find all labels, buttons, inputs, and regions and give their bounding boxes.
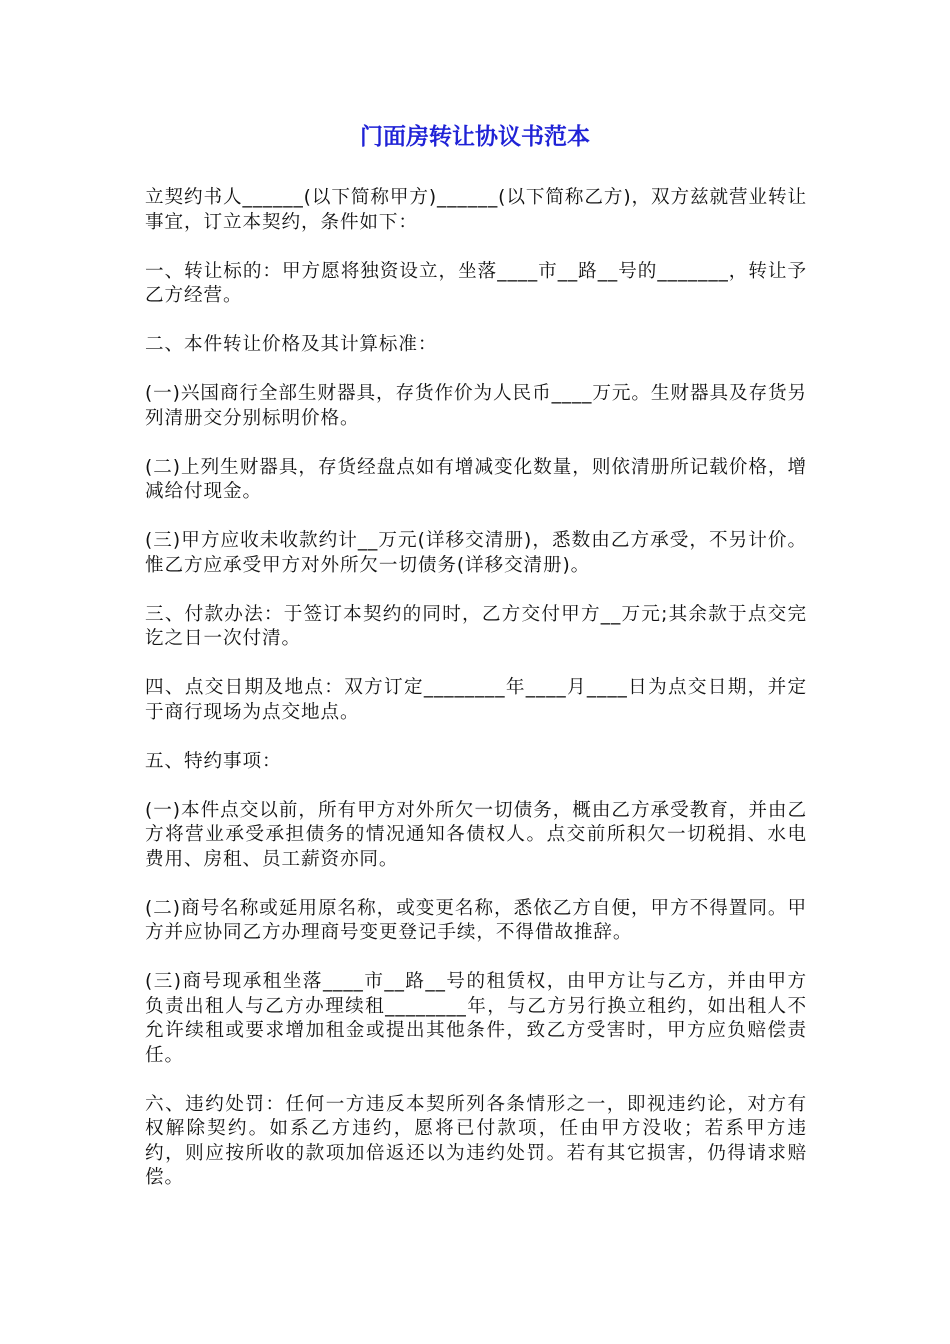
paragraph-article-5-item-1: (一)本件点交以前，所有甲方对外所欠一切债务，概由乙方承受教育，并由乙方将营业承受承担债务的情况通知各债权人。点交前所积欠一切税捐、水电费用、房租、员工薪资亦同。 [145,799,807,870]
paragraph-article-3: 三、付款办法：于签订本契约的同时，乙方交付甲方__万元;其余款于点交完讫之日一次付清。 [145,603,807,649]
paragraph-article-2-item-3: (三)甲方应收未收款约计__万元(详移交清册)，悉数由乙方承受，不另计价。惟乙方应承受甲方对外所欠一切债务(详移交清册)。 [145,530,807,576]
paragraph-article-5-heading: 五、特约事项： [145,750,282,772]
paragraph-article-1: 一、转让标的：甲方愿将独资设立，坐落____市__路__号的_______，转让予乙方经营。 [145,260,807,306]
paragraph-article-5-item-3: (三)商号现承租坐落____市__路__号的租赁权，由甲方让与乙方，并由甲方负责出租人与乙方办理续租________年，与乙方另行换立租约，如出租人不允许续租或要求增加租金或提出其他条件，致乙方受害时，甲方应负赔偿责任。 [145,971,807,1066]
paragraph-article-2-item-2: (二)上列生财器具，存货经盘点如有增减变化数量，则依清册所记载价格，增减给付现金。 [145,456,807,502]
paragraph-article-6: 六、违约处罚：任何一方违反本契所列各条情形之一，即视违约论，对方有权解除契约。如系乙方违约，愿将已付款项，任由甲方没收；若系甲方违约，则应按所收的款项加倍返还以为违约处罚。若有其它损害，仍得请求赔偿。 [145,1093,807,1188]
paragraph-article-2-item-1: (一)兴国商行全部生财器具，存货作价为人民币____万元。生财器具及存货另列清册交分别标明价格。 [145,383,807,429]
paragraph-article-4: 四、点交日期及地点：双方订定________年____月____日为点交日期，并定于商行现场为点交地点。 [145,677,807,723]
document-body [145,186,807,1215]
paragraph-article-5-item-2: (二)商号名称或延用原名称，或变更名称，悉依乙方自便，甲方不得置同。甲方并应协同乙方办理商号变更登记手续，不得借故推辞。 [145,897,807,943]
paragraph-preamble: 立契约书人______(以下简称甲方)______(以下简称乙方)，双方兹就营业转让事宜，订立本契约，条件如下： [145,187,807,233]
paragraph-article-2-heading: 二、本件转让价格及其计算标准： [145,334,438,355]
document-title: 门面房转让协议书范本 [360,124,590,150]
